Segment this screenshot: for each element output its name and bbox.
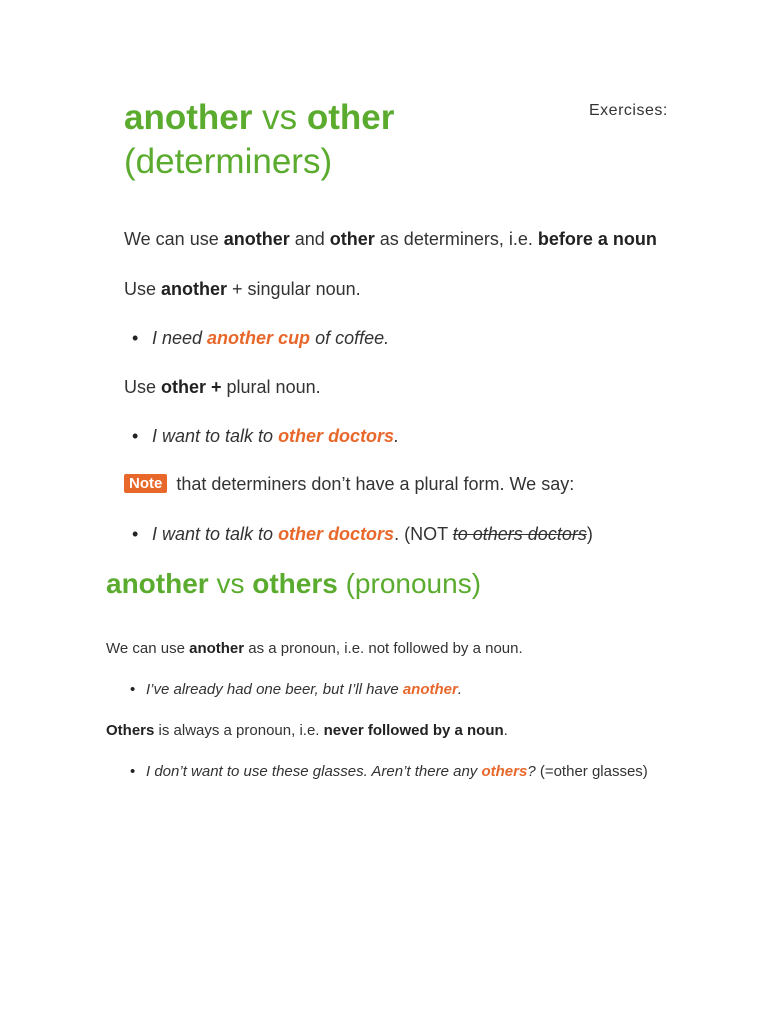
section-determiners — [124, 96, 684, 556]
section2-title: another vs others (pronouns) — [106, 568, 482, 599]
title-other: other — [306, 98, 395, 137]
example-other-doctors: • I want to talk to other doctors. — [152, 426, 399, 447]
exercises-label[interactable]: Exercises: — [589, 102, 668, 119]
example-not-others: • I want to talk to other doctors. (NOT to others doctors) — [152, 524, 593, 545]
section-pronouns — [106, 568, 746, 780]
intro-paragraph: We can use another and other as determiners, i.e. before a noun — [124, 229, 657, 249]
rule-another: Use another + singular noun. — [124, 279, 361, 299]
example-another-beer: • I’ve already had one beer, but I’ll have another. — [146, 681, 462, 698]
example-glasses: • I don’t want to use these glasses. Aren’t there any others? (=other glasses) — [146, 763, 648, 780]
note-paragraph: Note that determiners don’t have a plural form. We say: — [124, 474, 574, 495]
others-rule: Others is always a pronoun, i.e. never followed by a noun. — [106, 722, 508, 739]
rule-other: Use other + plural noun. — [124, 377, 321, 397]
section1-title: another vs other (determiners) — [124, 98, 395, 181]
title-subtitle: (determiners) — [124, 142, 333, 181]
example-another-cup: • I need another cup of coffee. — [152, 328, 389, 349]
pronoun-intro: We can use another as a pronoun, i.e. not followed by a noun. — [106, 640, 523, 657]
note-badge: Note — [124, 474, 167, 493]
title-another: another — [124, 98, 253, 137]
